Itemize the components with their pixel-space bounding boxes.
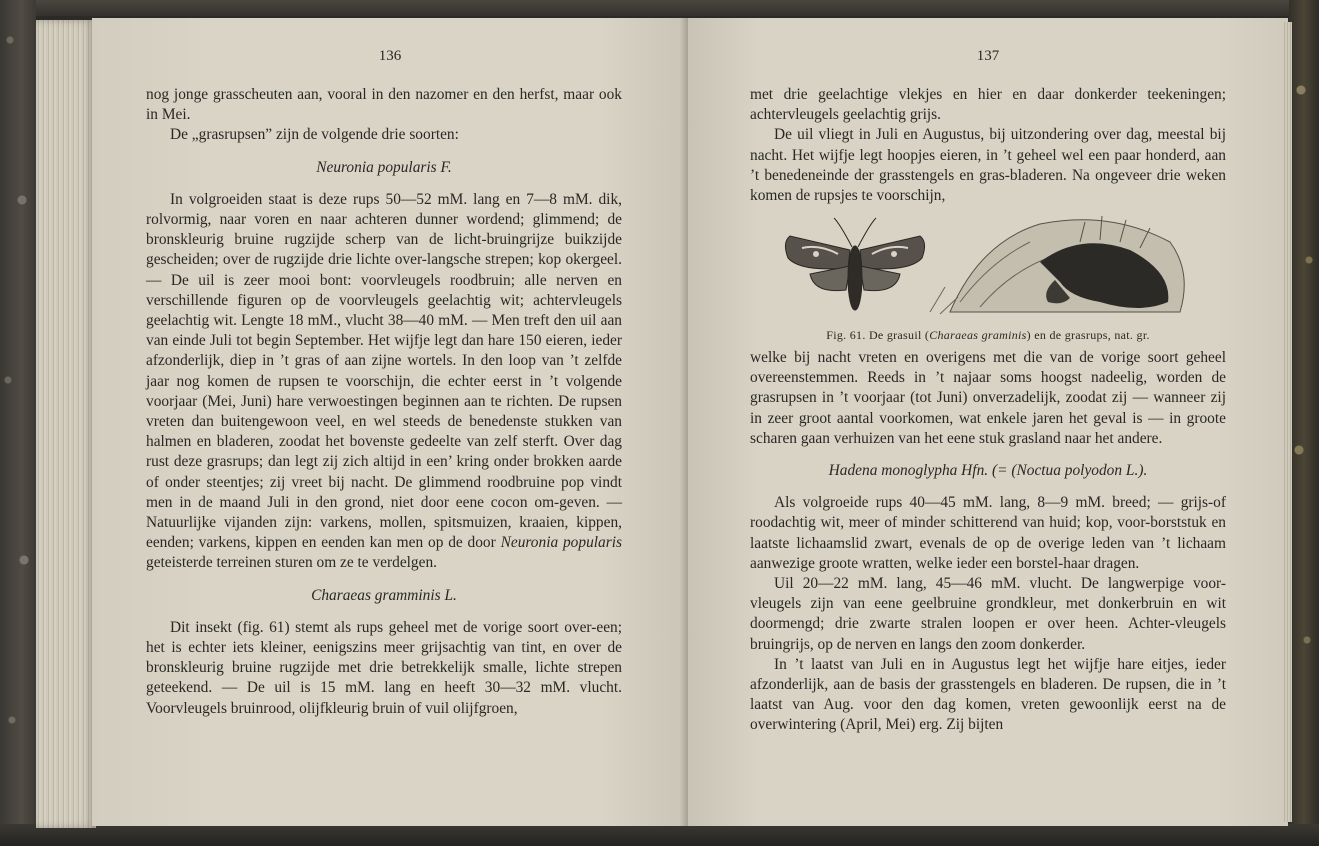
heading-equals: (= <box>991 462 1008 480</box>
paragraph: De „grasrupsen” zijn de volgende drie soorten: <box>170 126 459 144</box>
heading-synonym: (Noctua polyodon L.). <box>1011 462 1148 480</box>
right-page-text-bottom <box>750 348 1226 736</box>
page-stack-edge <box>36 20 96 828</box>
paragraph: De uil vliegt in Juli en Augustus, bij uitzondering over dag, meestal bij nacht. Het wijfje legt hoopjes eieren, in ’t geheel wel een paar honderd, aan ’t benedeneinde der grasstengels en gras-bladeren. Na ongeveer drie weken komen de rupsjes te voorschijn, <box>750 126 1226 205</box>
caterpillar-illustration <box>930 216 1184 314</box>
left-page <box>92 18 688 826</box>
page-number-right: 137 <box>976 48 1000 64</box>
paragraph: welke bij nacht vreten en overigens met die van de vorige soort geheel overeenstemmen. Reeds in ’t najaar soms hoogst nadeelig, worden de grasrupsen in ’t voorjaar (tot Juni) onverzadelijk, zoodat zij — wanneer zij in zeer groot aantal voorkomen, wat enkele jaren het geval is — in groote scharen gaan verhuizen van het eene stuk grasland naar het andere. <box>750 349 1226 447</box>
moth-illustration <box>785 218 924 310</box>
species-heading: Neuronia popularis F. <box>316 158 452 176</box>
paragraph: Uil 20—22 mM. lang, 45—46 mM. vlucht. De langwerpige voor-vleugels zijn van eene geelbruine grondkleur, met donkerbruin en wit doormengd; drie zwarte stralen loopen er over heen. Achter-vleugels bruingrijs, op de nerven en langs den zoom donkerder. <box>750 575 1226 653</box>
paragraph <box>146 190 622 574</box>
paragraph: Dit insekt (fig. 61) stemt als rups geheel met de vorige soort over-een; het is echter iets kleiner, eenigszins meer grijsachtig van tint, en over de bronskleurig bruine rugzijde met drie betrekkelijk smalle, lichte strepen geteekend. — De uil is 15 mM. lang en heeft 30—32 mM. vlucht. Voorvleugels bruinrood, olijfkleurig bruin of vuil olijfgroen, <box>146 618 622 717</box>
paragraph-body: In volgroeiden staat is deze rups 50—52 mM. lang en 7—8 mM. dik, rolvormig, naar voren en naar achteren dunner wordend; glimmend; de bronskleurig bruine rugzijde scherp van de licht-bruingrijze buikzijde gescheiden; over de rugzijde drie lichte over-langsche strepen; kop okergeel. — De uil is zeer mooi bont: voorvleugels roodbruin; alle nerven en verschillende figuren op de voorvleugels geelachtig wit; achtervleugels geelachtig wit. Lengte 18 mM., vlucht 38—40 mM. — Men treft den uil aan van einde Juli tot begin September. Het wijfje legt dan hare 150 eieren, ieder afzonderlijk, diep in ’t gras of aan zijne wortels. In den loop van ’t zelfde jaar nog komen de rupsen te voorschijn, die echter eerst in ’t volgende voorjaar (Mei, Juni) hare verwoestingen beginnen aan te richten. De rupsen vreten dan buitengewoon veel, en wel steeds de benedenste stukken van halmen en bladeren, zoodat het bovenste gedeelte van zelf sterft. Over dag rust deze grasrups; dan legt zij zich altijd in een’ kring onder brokken aarde of onder steentjes; zij vreet bij nacht. De glimmend roodbruine pop vindt men in de maand Juli in den grond, niet door eene cocon om-geven. — Natuurlijke vijanden zijn: varkens, mollen, spitsmuizen, kraaien, kippen, eenden; varkens, kippen en eenden kan men op de door <box>146 190 622 552</box>
species-heading: Charaeas gramminis L. <box>311 586 457 604</box>
paragraph: met drie geelachtige vlekjes en hier en daar donkerder teekeningen; achtervleugels geelachtig grijs. <box>750 86 1226 124</box>
paragraph: Als volgroeide rups 40—45 mM. lang, 8—9 mM. breed; — grijs-of roodachtig wit, meer of minder schitterend van huid; kop, voor-borststuk en laatste lichaamslid zwart, evenals de op de overige leden van ’t lichaam aanwezige groote wratten, welke ieder een borstel-haar dragen. <box>750 494 1226 572</box>
paragraph: nog jonge grasscheuten aan, vooral in den nazomer en den herfst, maar ook in Mei. <box>146 86 622 124</box>
book-cover-top <box>0 0 1319 16</box>
species-name-inline: Neuronia popularis <box>500 534 622 552</box>
right-page <box>688 18 1288 826</box>
caption-suffix: ) en de grasrups, nat. gr. <box>1026 328 1150 342</box>
paragraph: In ’t laatst van Juli en in Augustus legt het wijfje hare eitjes, ieder afzonderlijk, aan de basis der grasstengels en bladeren. De rupsen, die in ’t laatst van Aug. voor den dag komen, vreten gewoonlijk eerst na de overwintering (April, Mei) erg. Zij bijten <box>750 655 1226 734</box>
page-stack-edge-right <box>1284 22 1292 822</box>
figure-caption <box>750 328 1226 343</box>
marbled-cover-left <box>0 0 36 846</box>
heading-species: Hadena monoglypha Hfn. <box>828 462 989 480</box>
book-cover-bottom <box>0 824 1319 846</box>
species-heading <box>750 461 1226 481</box>
caption-prefix: Fig. 61. De grasuil ( <box>826 328 930 342</box>
figure-61 <box>780 202 1200 332</box>
marbled-cover-right <box>1289 0 1319 846</box>
left-page-text <box>146 85 622 719</box>
caption-species: Charaeas graminis <box>929 328 1027 342</box>
figure-illustration <box>780 202 1200 327</box>
right-page-text-top <box>750 85 1226 206</box>
page-number-left: 136 <box>378 48 402 64</box>
paragraph-tail: geteisterde terreinen sturen om ze te verdelgen. <box>146 554 438 572</box>
